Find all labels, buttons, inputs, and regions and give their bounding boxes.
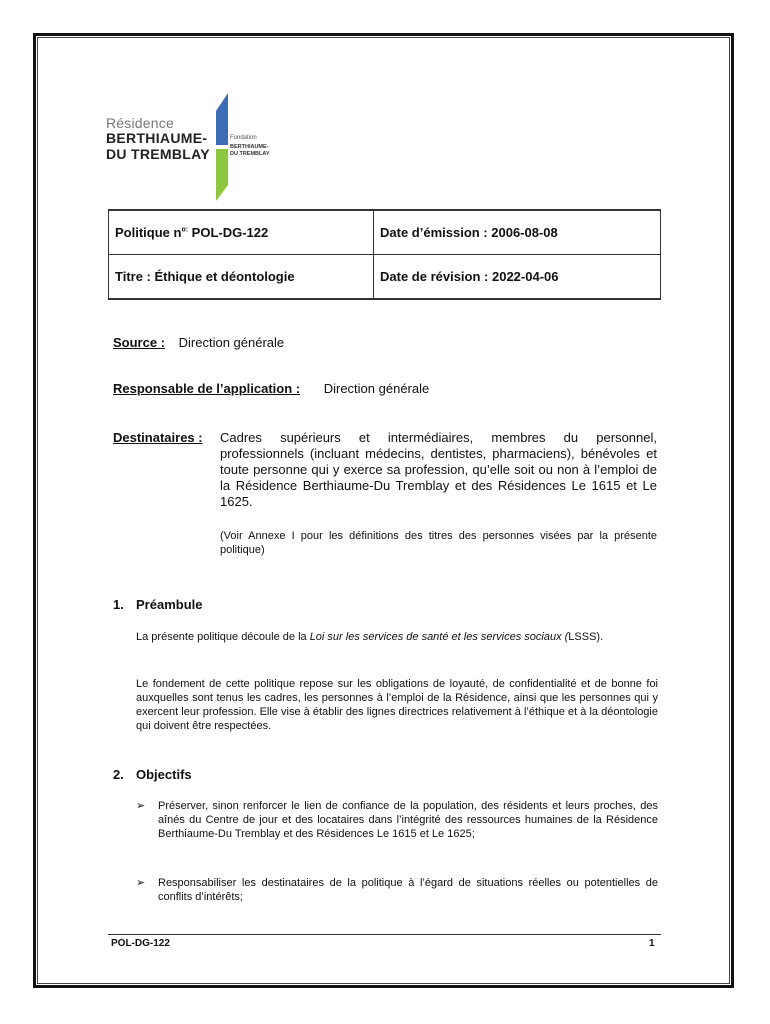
section-heading-preambule: 1. Préambule — [113, 597, 203, 612]
arrow-bullet-icon: ➢ — [136, 800, 146, 812]
title-cell: Titre : Éthique et déontologie — [109, 255, 374, 300]
preambule-paragraph-2: Le fondement de cette politique repose sur les obligations de loyauté, de confidentialité et de bonne foi auxquelles sont tenus les cadres, les personnes à l’emploi de la Résidence, ainsi que les personnes qui y exercent leur profession. Elle vise à établir des lignes directrices relativement à l’éthique et à la déontologie qui doivent être respectées. — [136, 678, 658, 732]
revision-date-cell: Date de révision : 2022-04-06 — [374, 255, 661, 300]
table-row — [109, 255, 661, 300]
logo-residence-name-line2: DU TREMBLAY — [106, 146, 210, 162]
list-item: ➢ Préserver, sinon renforcer le lien de confiance de la population, des résidents et leurs proches, des aînés du Centre de jour et des locataires dans l’intégrité des ressources humaines de la Résidence Berthiaume-Du Tremblay et des Résidences Le 1615 et Le 1625; — [136, 800, 658, 840]
issue-date-cell: Date d’émission : 2006-08-08 — [374, 210, 661, 255]
policy-header-table — [108, 209, 661, 300]
destinataires-note: (Voir Annexe I pour les définitions des titres des personnes visées par la présente politique) — [220, 530, 657, 556]
responsable-value: Direction générale — [323, 381, 430, 396]
table-row — [109, 210, 661, 255]
logo — [106, 93, 306, 203]
footer-document-code: POL-DG-122 — [111, 938, 170, 949]
destinataires-label-wrap — [113, 430, 203, 445]
logo-residence-name-line1: BERTHIAUME- — [106, 130, 208, 146]
logo-foundation-name-line1: BERTHIAUME- — [230, 144, 269, 150]
section-heading-objectifs: 2. Objectifs — [113, 767, 192, 782]
responsable-line — [113, 381, 429, 396]
logo-foundation-word: Fondation — [230, 135, 257, 141]
preambule-paragraph-1: La présente politique découle de la Loi sur les services de santé et les services sociaux (LSSS). — [136, 631, 604, 643]
source-line — [113, 335, 284, 350]
logo-foundation-name-line2: DU TREMBLAY — [230, 151, 270, 157]
logo-mark-icon — [214, 93, 228, 203]
source-value: Direction générale — [178, 335, 285, 350]
source-label: Source : — [113, 335, 166, 350]
arrow-bullet-icon: ➢ — [136, 877, 146, 889]
policy-number-cell: Politique $n^{o:}$ POL-DG-122 — [109, 210, 374, 255]
footer-page-number: 1 — [649, 938, 655, 949]
responsable-label: Responsable de l’application : — [113, 381, 301, 396]
destinataires-label: Destinataires : — [113, 430, 203, 445]
footer-divider — [108, 934, 661, 935]
logo-residence-word: Résidence — [106, 115, 174, 131]
list-item: ➢ Responsabiliser les destinataires de la politique à l’égard de situations réelles ou potentielles de conflits d’intérêts; — [136, 877, 658, 903]
destinataires-text: Cadres supérieurs et intermédiaires, membres du personnel, professionnels (incluant médecins, dentistes, pharmaciens), bénévoles et toute personne qui y exerce sa profession, qu’elle soit ou non à l’emploi de la Résidence Berthiaume-Du Tremblay et des Résidences Le 1615 et Le 1625. — [220, 430, 657, 509]
